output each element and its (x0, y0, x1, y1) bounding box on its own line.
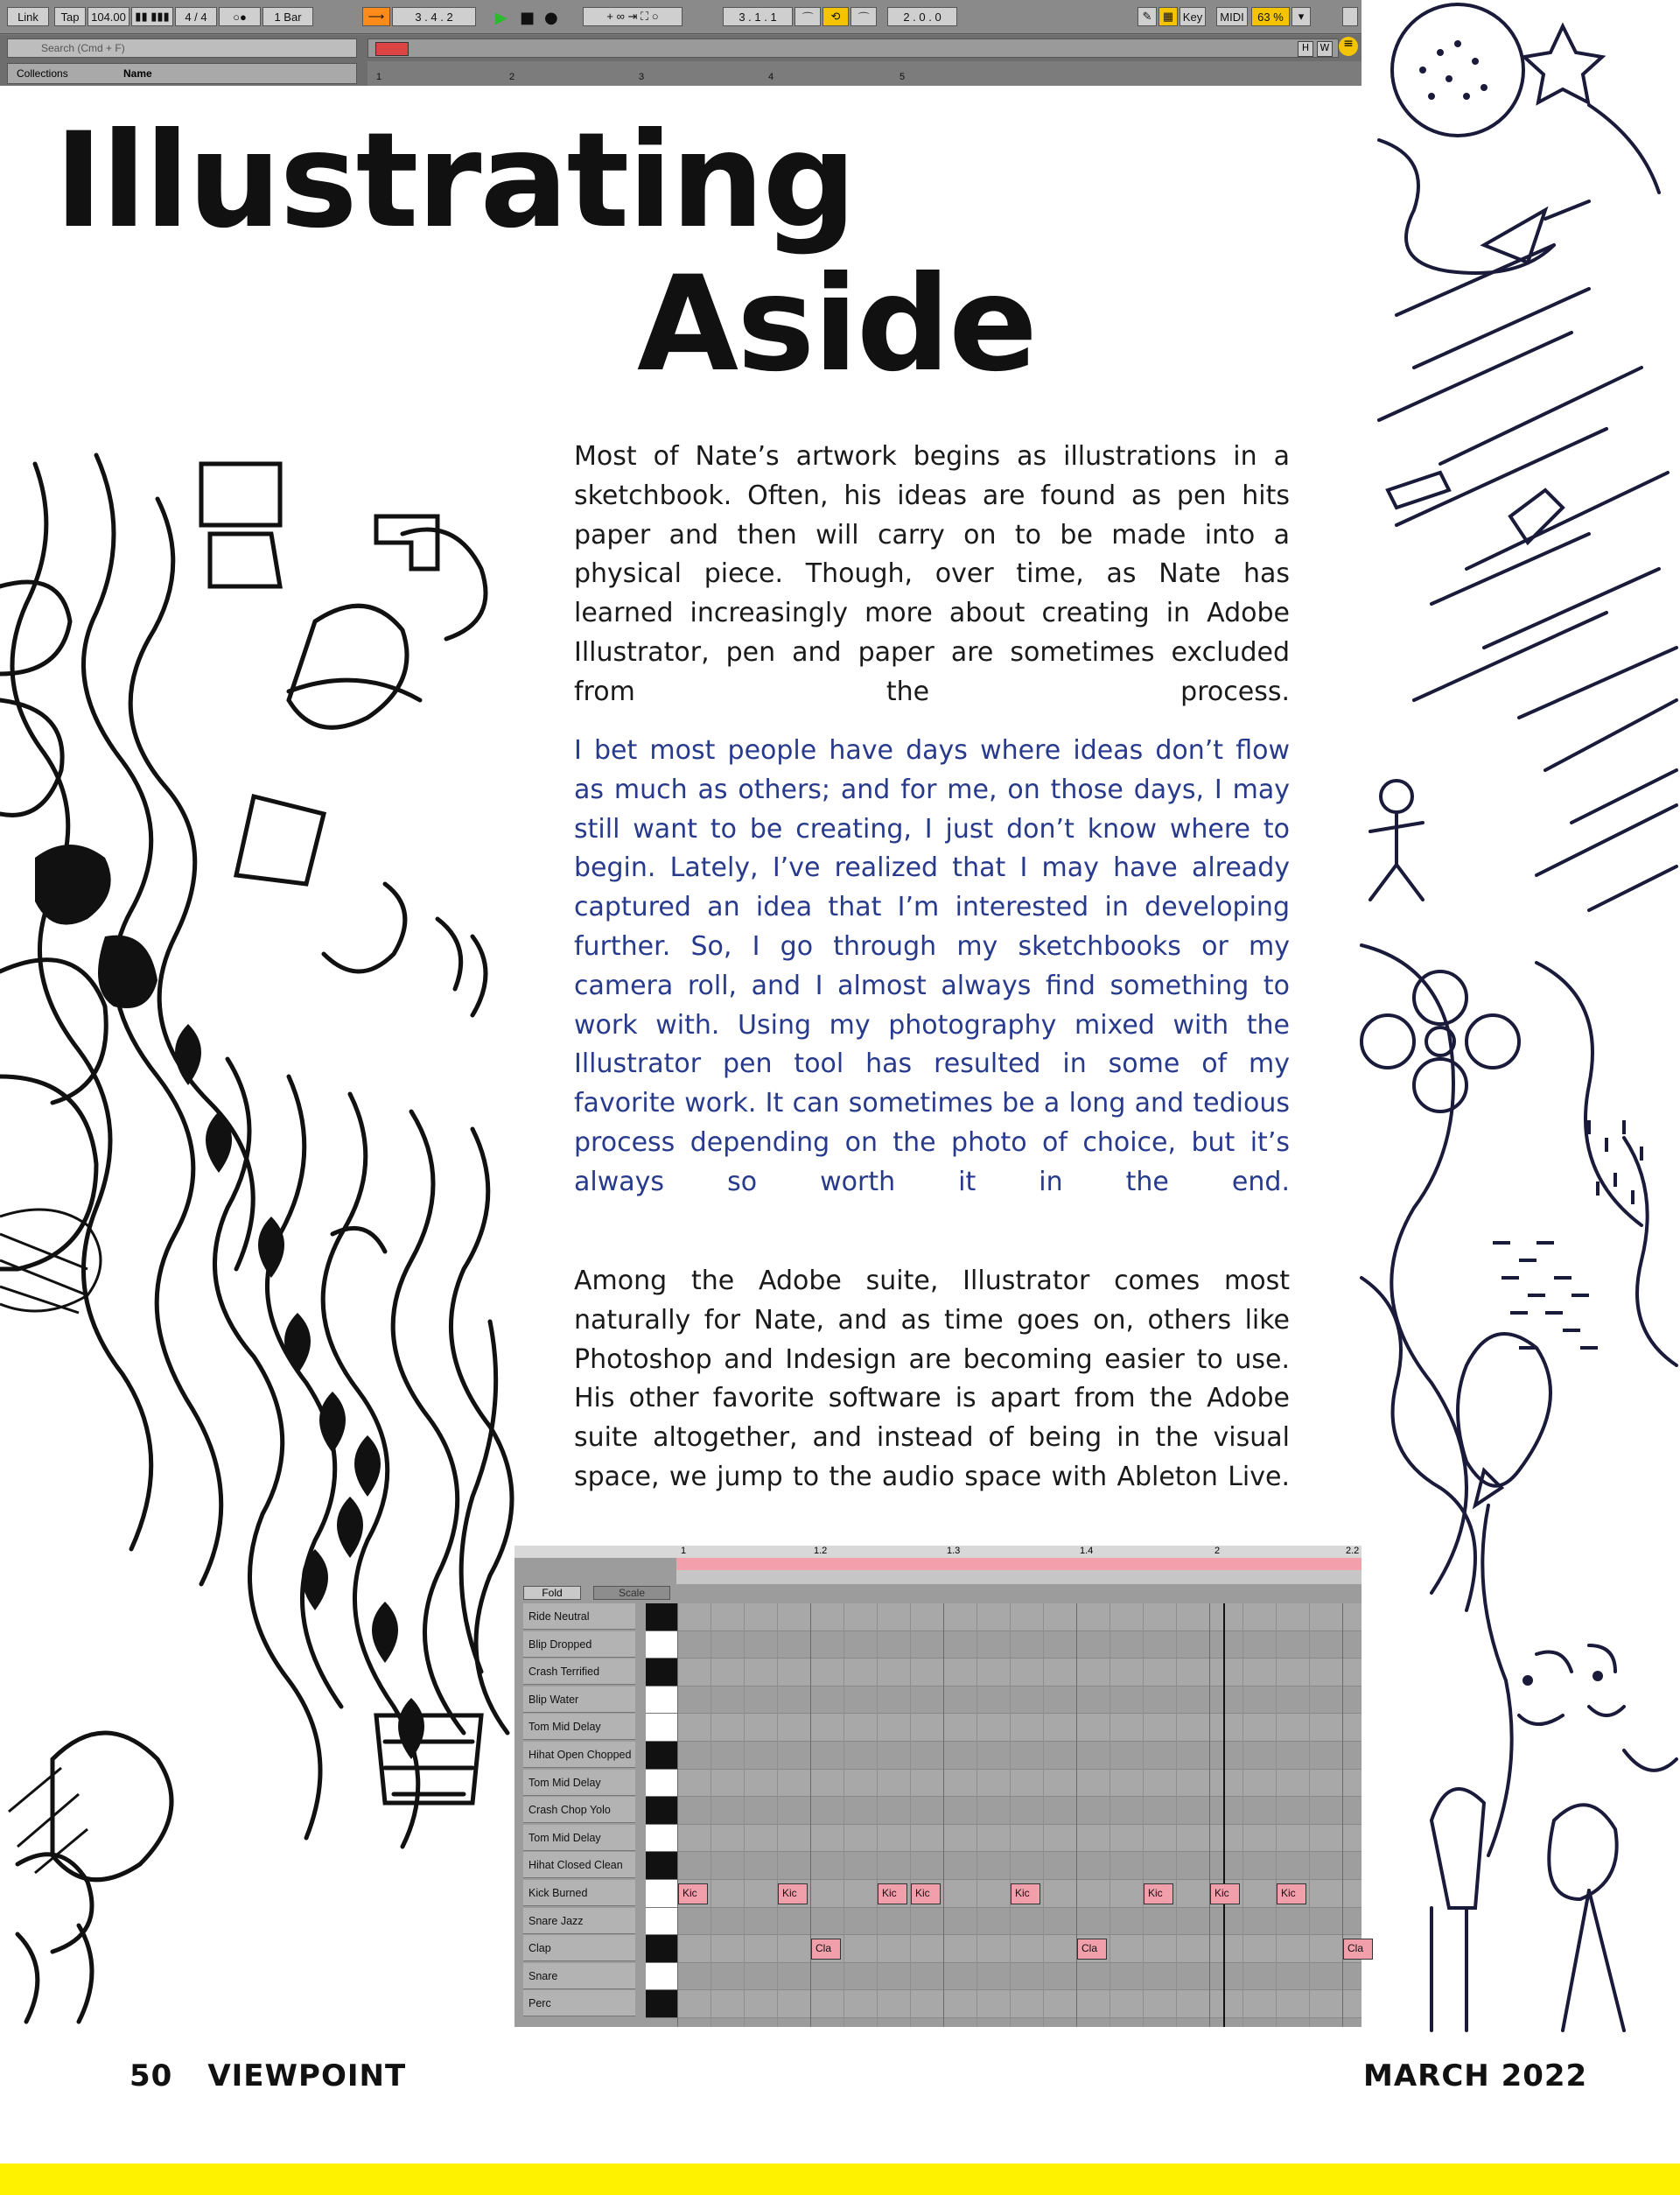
lane-label[interactable]: Crash Terrified (523, 1659, 635, 1685)
piano-key[interactable] (646, 1990, 677, 2018)
lane-label[interactable]: Hihat Open Chopped (523, 1742, 635, 1768)
punch-in-icon[interactable]: ⌒ (794, 7, 821, 26)
cpu-menu-icon[interactable]: ▾ (1292, 7, 1311, 26)
grid-row (677, 1742, 1362, 1770)
grid-line (777, 1603, 778, 2027)
grid-line (1043, 1603, 1044, 2027)
marker-strip (676, 1570, 1362, 1584)
w-button[interactable]: W (1317, 41, 1333, 57)
lane-label[interactable]: Snare (523, 1963, 635, 1989)
stop-icon[interactable]: ■ (520, 9, 536, 27)
ruler-tick: 1 (681, 1546, 687, 1556)
ruler-tick: 2 (1214, 1546, 1221, 1556)
grid-row (677, 1825, 1362, 1853)
article-title-line-2: Aside (637, 249, 1036, 401)
grid-line (744, 1603, 745, 2027)
grid-line (677, 1603, 678, 2027)
footer-left (130, 2058, 406, 2093)
midi-map-button[interactable]: MIDI (1216, 7, 1248, 26)
grid-row (677, 1908, 1362, 1936)
sketch-drawing (1362, 0, 1680, 2035)
midi-note[interactable]: Kic (878, 1883, 907, 1904)
piano-key[interactable] (646, 1825, 677, 1853)
fold-button[interactable]: Fold (523, 1586, 581, 1600)
computer-keyboard-icon[interactable]: ▦ (1158, 7, 1178, 26)
grid-line (1209, 1603, 1210, 2027)
pull-quote-paragraph: I bet most people have days where ideas don’t flow as much as others; and for me, on those days, I may still want to be creating, I just don’t know where to begin. Lately, I’ve realized that I may have already captured an idea that I’m interested in developing further. So, I go through my sketchbooks or my camera roll, and I almost always find something to work with. Using my photography mixed with the Illustrator pen tool has resulted in some of my favorite work. It can sometimes be a long and tedious process depending on the photo of choice, but it’s always so worth it in the end. (574, 735, 1290, 1197)
ruler-tick: 1.3 (947, 1546, 961, 1556)
lane-label[interactable]: Snare Jazz (523, 1908, 635, 1934)
grid-row (677, 1603, 1362, 1631)
grid-row (677, 1687, 1362, 1715)
issue-date: MARCH 2022 (1363, 2058, 1588, 2093)
piano-key[interactable] (646, 1714, 677, 1742)
grid-line (1242, 1603, 1243, 2027)
play-icon[interactable]: ▶ (495, 9, 508, 27)
grid-row (677, 1935, 1362, 1963)
grid-line (810, 1603, 811, 2027)
piano-key[interactable] (646, 1908, 677, 1936)
grid-row (677, 1797, 1362, 1825)
publication-name: VIEWPOINT (207, 2058, 407, 2093)
ruler-tick: 1 (376, 72, 382, 82)
grid-line (976, 1603, 977, 2027)
midi-note[interactable]: Kic (911, 1883, 941, 1904)
sketch-illustration-left (0, 446, 516, 2026)
piano-key[interactable] (646, 1935, 677, 1963)
collections-label: Collections (17, 67, 68, 80)
playhead (1223, 1603, 1225, 2027)
ruler-tick: 2.2 (1346, 1546, 1360, 1556)
lane-label[interactable]: Tom Mid Delay (523, 1825, 635, 1851)
note-grid[interactable] (677, 1603, 1362, 2027)
loop-start-field[interactable]: 3 . 1 . 1 (723, 7, 793, 26)
grid-line (1010, 1603, 1011, 2027)
midi-note[interactable]: Cla (1077, 1939, 1107, 1960)
grid-row (677, 1714, 1362, 1742)
grid-line (710, 1603, 711, 2027)
lane-label[interactable]: Blip Water (523, 1687, 635, 1713)
ruler-tick: 4 (768, 72, 774, 82)
browser-header (7, 63, 357, 84)
grid-row (677, 1631, 1362, 1659)
sketch-drawing (0, 446, 516, 2026)
arrangement-ruler[interactable] (368, 61, 1362, 86)
page-number: 50 (130, 2058, 173, 2093)
ableton-control-bar (0, 0, 1362, 34)
midi-note[interactable]: Kic (678, 1883, 708, 1904)
key-map-button[interactable]: Key (1180, 7, 1206, 26)
piano-key[interactable] (646, 1852, 677, 1880)
signature-field[interactable]: 4 / 4 (175, 7, 217, 26)
draw-mode-icon[interactable]: ✎ (1138, 7, 1157, 26)
midi-indicator-icon (1342, 7, 1358, 26)
grid-line (1176, 1603, 1177, 2027)
ruler-tick: 3 (639, 72, 645, 82)
grid-line (943, 1603, 944, 2027)
loop-brace[interactable] (676, 1558, 1362, 1570)
lane-label[interactable]: Tom Mid Delay (523, 1714, 635, 1740)
loop-switch-icon[interactable]: ⟲ (822, 7, 849, 26)
piano-key[interactable] (646, 1659, 677, 1687)
ruler-tick: 2 (509, 72, 515, 82)
grid-line (1076, 1603, 1077, 2027)
name-column-label[interactable]: Name (123, 67, 152, 80)
punch-out-icon[interactable]: ⌒ (850, 7, 877, 26)
overdub-tools-icon[interactable]: + ∞ ⇥ ⛶ ○ (583, 7, 682, 26)
lane-label[interactable]: Tom Mid Delay (523, 1770, 635, 1796)
position-field[interactable]: 3 . 4 . 2 (392, 7, 476, 26)
lane-label[interactable]: Ride Neutral (523, 1603, 635, 1630)
record-icon[interactable]: ● (544, 9, 558, 27)
piano-key[interactable] (646, 1880, 677, 1908)
follow-icon[interactable]: ⟶ (362, 7, 390, 26)
ruler-tick: 5 (900, 72, 906, 82)
piano-roll-ruler[interactable] (514, 1546, 1362, 1558)
lane-label[interactable]: Hihat Closed Clean (523, 1852, 635, 1878)
tap-button[interactable]: Tap (54, 7, 86, 26)
midi-note[interactable]: Cla (811, 1939, 841, 1960)
grid-line (1309, 1603, 1310, 2027)
metronome-icon[interactable]: ○● (219, 7, 261, 26)
lane-label[interactable]: Crash Chop Yolo (523, 1797, 635, 1823)
grid-row (677, 1852, 1362, 1880)
search-input[interactable]: Search (Cmd + F) (7, 39, 357, 58)
ableton-piano-roll (514, 1546, 1362, 2027)
midi-note[interactable]: Kic (1277, 1883, 1306, 1904)
piano-key[interactable] (646, 1603, 677, 1631)
body-paragraph-2: Among the Adobe suite, Illustrator comes most naturally for Nate, and as time goes on, others like Photoshop and Indesign are becoming easier to use. His other favorite software is apart from the Adobe suite altogether, and instead of being in the visual space, we jump to the audio space with Ableton Live. (574, 1266, 1290, 1492)
nudge-icon[interactable]: ▮▮ ▮▮▮ (131, 7, 173, 26)
quantize-select[interactable]: 1 Bar (262, 7, 313, 26)
grid-row (677, 1963, 1362, 1991)
grid-row (677, 1770, 1362, 1798)
lane-label[interactable]: Kick Burned (523, 1880, 635, 1906)
ableton-top-bar (0, 0, 1362, 86)
lane-label[interactable]: Blip Dropped (523, 1631, 635, 1658)
piano-key[interactable] (646, 1797, 677, 1825)
piano-key[interactable] (646, 1631, 677, 1659)
sketch-illustration-right (1362, 0, 1680, 2035)
scale-button[interactable]: Scale (593, 1586, 670, 1600)
h-button[interactable]: H (1298, 41, 1313, 57)
ruler-tick: 1.4 (1080, 1546, 1094, 1556)
piano-key[interactable] (646, 1687, 677, 1715)
lane-label[interactable]: Perc (523, 1990, 635, 2016)
body-paragraph-1: Most of Nate’s artwork begins as illustrations in a sketchbook. Often, his ideas are found as pen hits paper and then will carry on to be made into a physical piece. Though, over time, as Nate has learned increasingly more about creating in Adobe Illustrator, pen and paper are sometimes excluded from the process. (574, 441, 1290, 707)
grid-row (677, 1990, 1362, 2018)
grid-row (677, 1659, 1362, 1687)
tempo-field[interactable]: 104.00 (88, 7, 130, 26)
menu-icon[interactable]: ≡ (1339, 37, 1358, 56)
footer-color-bar (0, 2163, 1680, 2195)
article-title-line-1: Illustrating (54, 105, 855, 257)
grid-line (1276, 1603, 1277, 2027)
cpu-meter: 63 % (1251, 7, 1290, 26)
midi-note[interactable]: Kic (1144, 1883, 1173, 1904)
midi-note[interactable]: Kic (778, 1883, 808, 1904)
piano-key[interactable] (646, 1963, 677, 1991)
midi-note[interactable]: Kic (1011, 1883, 1040, 1904)
overview-clip (375, 42, 409, 56)
lane-label[interactable]: Clap (523, 1935, 635, 1961)
arrangement-overview[interactable] (368, 39, 1339, 58)
piano-key[interactable] (646, 1770, 677, 1798)
piano-key[interactable] (646, 1742, 677, 1770)
loop-length-field[interactable]: 2 . 0 . 0 (887, 7, 957, 26)
midi-note[interactable]: Cla (1343, 1939, 1373, 1960)
link-button[interactable]: Link (7, 7, 49, 26)
grid-line (1143, 1603, 1144, 2027)
ruler-tick: 1.2 (814, 1546, 828, 1556)
midi-note[interactable]: Kic (1210, 1883, 1240, 1904)
grid-line (1342, 1603, 1343, 2027)
grid-line (877, 1603, 878, 2027)
grid-line (910, 1603, 911, 2027)
